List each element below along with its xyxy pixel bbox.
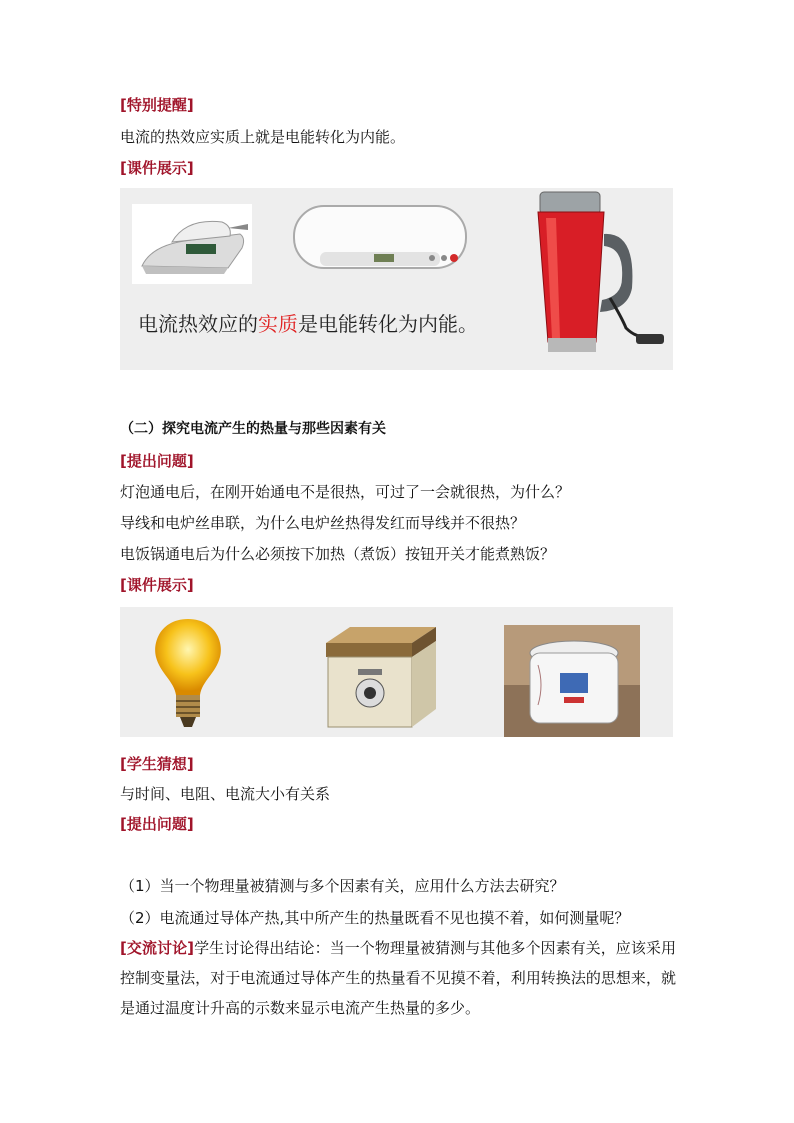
sub-question-1: （1）当一个物理量被猜测与多个因素有关，应用什么方法去研究？ xyxy=(120,877,565,895)
sub-question-2: （2）电流通过导体产热,其中所产生的热量既看不见也摸不着，如何测量呢？ xyxy=(120,909,630,927)
question-2: 导线和电炉丝串联，为什么电炉丝热得发红而导线并不很热？ xyxy=(120,514,526,532)
electric-hot-plate-image xyxy=(316,623,444,733)
question-3: 电饭锅通电后为什么必须按下加热（煮饭）按钮开关才能煮熟饭？ xyxy=(120,545,556,563)
heated-travel-mug-image xyxy=(526,188,672,370)
discussion-text: 学生讨论得出结论：当一个物理量被猜测与其他多个因素有关，应该采用控制变量法，对于电流通过导体产生的热量看不见摸不着，利用转换法的思想来，就是通过温度计升高的示数来显示电流产生热量的多少。 xyxy=(120,939,676,1017)
caption-highlight: 实质 xyxy=(258,312,298,336)
special-reminder-tag: [特别提醒] xyxy=(120,96,194,114)
discussion-paragraph xyxy=(120,933,676,1023)
section-heading: （二）探究电流产生的热量与那些因素有关 xyxy=(120,421,386,437)
special-reminder-text: 电流的热效应实质上就是电能转化为内能。 xyxy=(120,128,406,146)
banner-caption xyxy=(138,308,478,337)
courseware-banner-2 xyxy=(120,607,673,737)
light-bulb-image xyxy=(148,615,228,731)
courseware-tag-1: [课件展示] xyxy=(120,159,194,177)
question-1: 灯泡通电后，在刚开始通电不是很热，可过了一会就很热，为什么？ xyxy=(120,483,571,501)
discussion-tag: [交流讨论] xyxy=(120,939,195,957)
water-heater-image xyxy=(290,202,470,276)
rice-cooker-image xyxy=(504,625,640,737)
courseware-banner-1 xyxy=(120,188,673,370)
raise-question-tag-2: [提出问题] xyxy=(120,815,194,833)
student-guess-text: 与时间、电阻、电流大小有关系 xyxy=(120,785,331,803)
courseware-tag-2: [课件展示] xyxy=(120,576,194,594)
student-guess-tag: [学生猜想] xyxy=(120,755,194,773)
raise-question-tag-1: [提出问题] xyxy=(120,452,194,470)
caption-after: 是电能转化为内能。 xyxy=(298,312,478,336)
caption-before: 电流热效应的 xyxy=(138,312,258,336)
electric-iron-image xyxy=(132,204,252,284)
